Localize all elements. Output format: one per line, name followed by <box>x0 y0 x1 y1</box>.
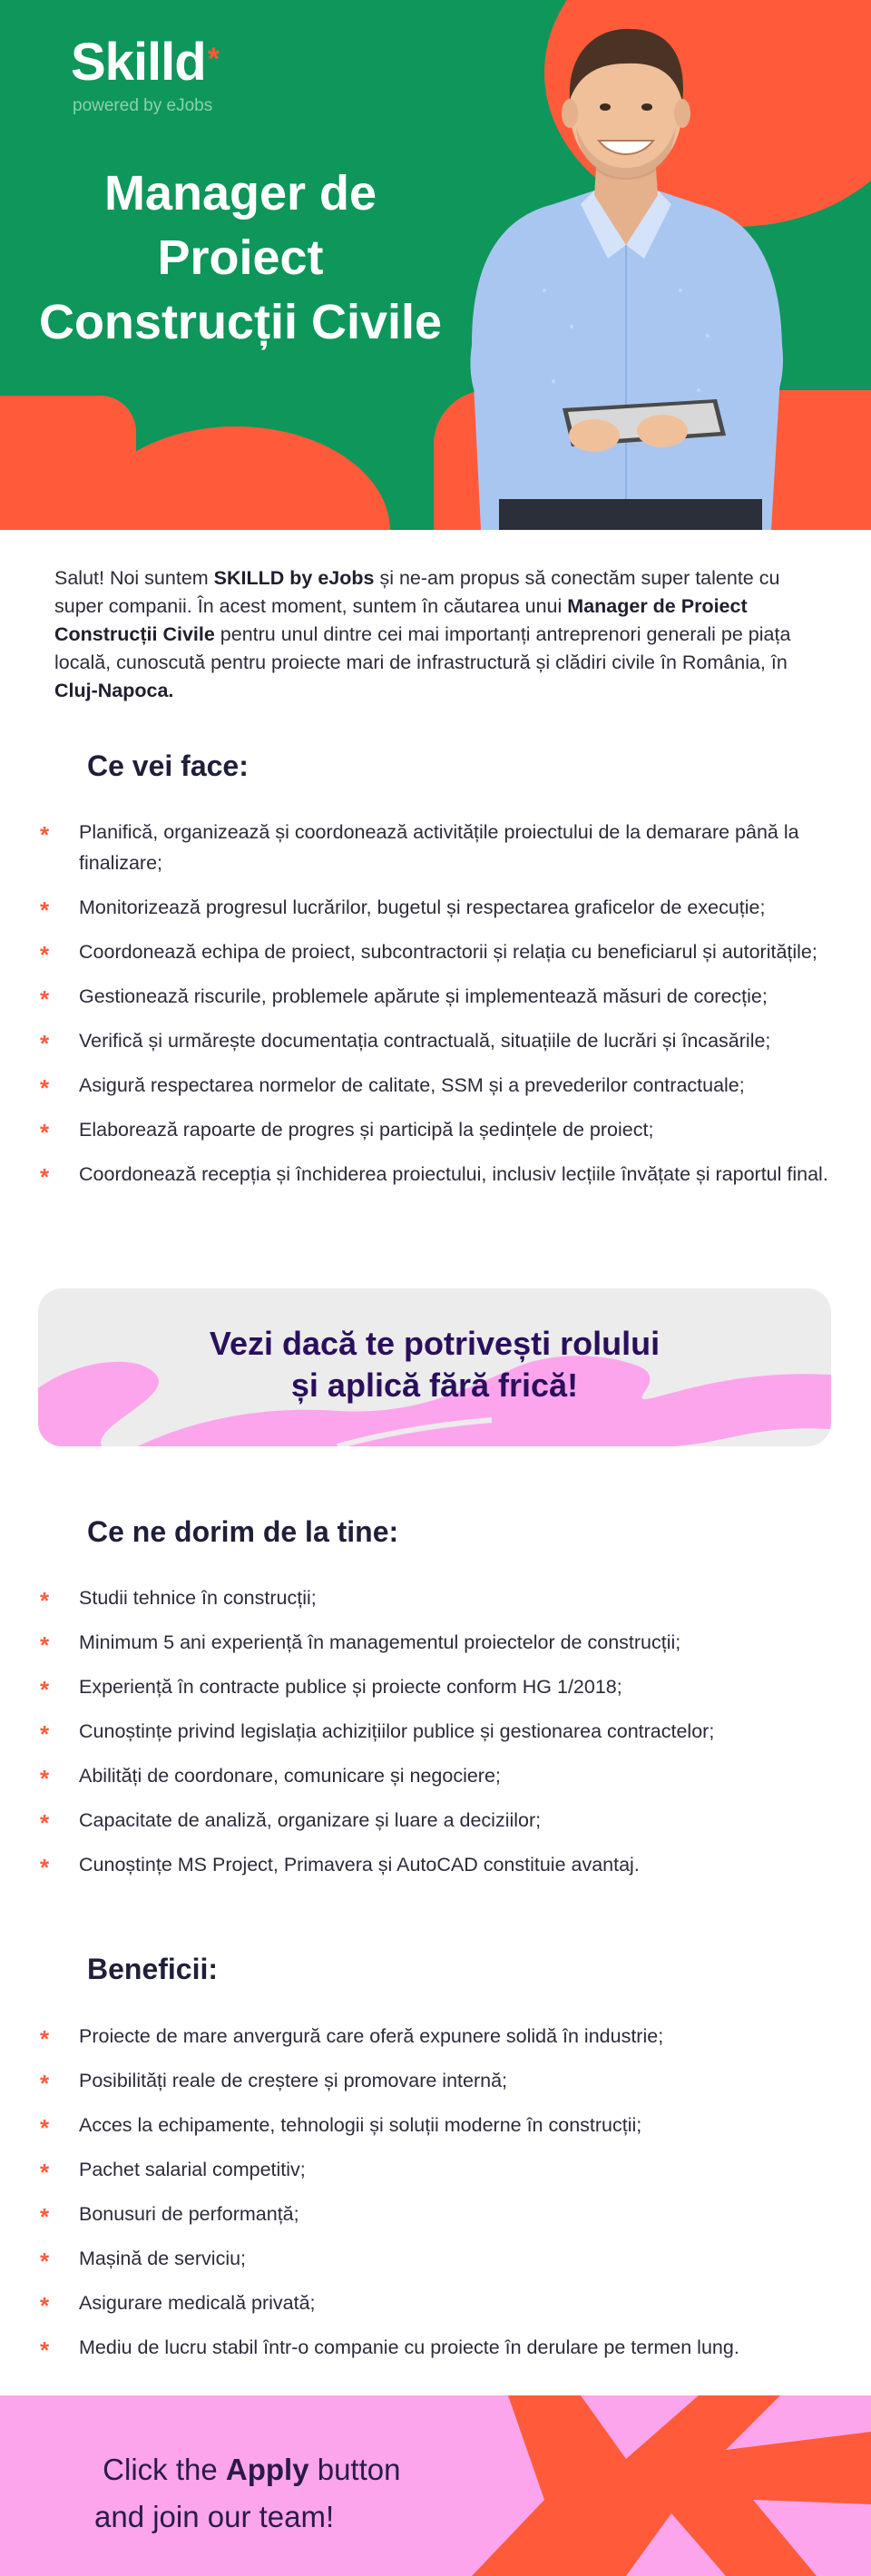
list-item-text: Cunoștințe MS Project, Primavera și AutoCAD constituie avantaj. <box>79 1854 640 1876</box>
list-item-text: Gestionează riscurile, problemele apărute și implementează măsuri de corecție; <box>79 985 768 1007</box>
list-item <box>40 1114 838 1145</box>
intro-paragraph <box>54 564 821 705</box>
tasks-list <box>40 817 838 1203</box>
role-name: Manager de Proiect Construcții Civile <box>54 595 748 645</box>
list-item <box>40 892 838 923</box>
company-name: SKILLD by eJobs <box>213 567 375 589</box>
list-item-text: Mașină de serviciu; <box>79 2248 247 2269</box>
list-item-text: Asigură respectarea normelor de calitate, SSM și a prevederilor contractuale; <box>79 1074 745 1096</box>
list-item <box>40 1805 838 1836</box>
logo-star: * <box>207 42 219 76</box>
list-item-text: Cunoștințe privind legislația achizițiilor publice și gestionarea contractelor; <box>79 1720 715 1742</box>
list-item-text: Pachet salarial competitiv; <box>79 2159 306 2180</box>
list-item-text: Coordonează echipa de proiect, subcontractorii și relația cu beneficiarul și autoritățile; <box>79 941 817 963</box>
asterisk-bullet-icon: * <box>40 1765 50 1792</box>
list-item-text: Mediu de lucru stabil într-o companie cu proiecte în derulare pe termen lung. <box>79 2336 739 2358</box>
list-item <box>40 2154 838 2185</box>
cta-banner <box>38 1288 831 1446</box>
asterisk-bullet-icon: * <box>40 821 50 848</box>
hero-banner <box>0 0 871 530</box>
footer-text <box>94 2446 400 2541</box>
intro-text: Salut! Noi suntem <box>54 567 214 589</box>
asterisk-bullet-icon: * <box>40 1676 50 1703</box>
list-item <box>40 1849 838 1880</box>
asterisk-bullet-icon: * <box>40 2159 50 2186</box>
list-item <box>40 817 838 878</box>
asterisk-bullet-icon: * <box>40 2025 50 2052</box>
list-item-text: Minimum 5 ani experiență în managementul proiectelor de construcții; <box>79 1631 681 1653</box>
list-item-text: Acces la echipamente, tehnologii și soluții moderne în construcții; <box>79 2114 642 2136</box>
list-item <box>40 1671 838 1702</box>
list-item <box>40 2021 838 2052</box>
list-item <box>40 1025 838 1056</box>
cta-line: Vezi dacă te potrivești rolului <box>209 1325 661 1362</box>
cta-text <box>38 1323 831 1406</box>
footer-text-part: button <box>308 2453 401 2486</box>
job-title <box>18 162 463 355</box>
asterisk-bullet-icon: * <box>40 1587 50 1614</box>
footer-line <box>94 2446 400 2493</box>
list-item <box>40 2332 838 2363</box>
intro-text: pentru unul dintre cei mai importanți antreprenori generali pe piața locală, cunoscută pentru proiecte mari de infrastructură și clădiri civile în România, în <box>54 623 791 673</box>
asterisk-bullet-icon: * <box>40 1030 50 1057</box>
job-title-line: Construcții Civile <box>38 295 443 349</box>
apply-word: Apply <box>225 2453 309 2486</box>
intro-text: și ne-am propus să conectăm super talente cu super companii. În acest moment, suntem în căutarea unui <box>54 567 780 617</box>
list-item <box>40 2243 838 2274</box>
logo-tagline: powered by eJobs <box>73 96 213 115</box>
logo-text: Skilld <box>71 33 206 92</box>
list-item <box>40 1582 838 1613</box>
list-item-text: Verifică și urmărește documentația contractuală, situațiile de lucrări și încasările; <box>79 1030 771 1052</box>
asterisk-bullet-icon: * <box>40 896 50 924</box>
asterisk-bullet-icon: * <box>40 2114 50 2141</box>
asterisk-bullet-icon: * <box>40 1720 50 1748</box>
list-item-text: Elaborează rapoarte de progres și participă la ședințele de proiect; <box>79 1119 654 1141</box>
list-item-text: Asigurare medicală privată; <box>79 2292 316 2314</box>
list-item-text: Studii tehnice în construcții; <box>79 1587 317 1609</box>
job-title-line: Manager de <box>103 166 377 220</box>
list-item-text: Coordonează recepția și închiderea proiectului, inclusiv lecțiile învățate și raportul final. <box>79 1163 828 1185</box>
section-title-requirements: Ce ne dorim de la tine: <box>87 1515 399 1548</box>
footer-line: and join our team! <box>94 2500 335 2533</box>
list-item <box>40 2065 838 2096</box>
list-item-text: Experiență în contracte publice și proiecte conform HG 1/2018; <box>79 1676 622 1698</box>
list-item <box>40 1159 838 1190</box>
asterisk-bullet-icon: * <box>40 1631 50 1659</box>
asterisk-bullet-icon: * <box>40 1809 50 1837</box>
person-photo <box>445 18 807 530</box>
asterisk-bullet-icon: * <box>40 1119 50 1146</box>
list-item-text: Capacitate de analiză, organizare și luare a deciziilor; <box>79 1809 542 1831</box>
asterisk-bullet-icon: * <box>40 2336 50 2364</box>
list-item-text: Posibilități reale de creștere și promovare internă; <box>79 2070 508 2091</box>
section-title-benefits: Beneficii: <box>87 1953 219 1985</box>
footer-text-part: Click the <box>103 2453 226 2486</box>
asterisk-bullet-icon: * <box>40 2248 50 2275</box>
footer-banner <box>0 2395 871 2576</box>
asterisk-bullet-icon: * <box>40 941 50 968</box>
benefits-list <box>40 2021 838 2376</box>
job-title-line: Proiect <box>157 230 324 285</box>
list-item-text: Proiecte de mare anvergură care oferă expunere solidă în industrie; <box>79 2025 664 2047</box>
asterisk-bullet-icon: * <box>40 1163 50 1190</box>
cta-line: și aplică fără frică! <box>290 1366 579 1404</box>
list-item <box>40 981 838 1012</box>
list-item <box>40 936 838 967</box>
list-item <box>40 1716 838 1747</box>
list-item <box>40 2287 838 2318</box>
list-item <box>40 1760 838 1791</box>
asterisk-bullet-icon: * <box>40 985 50 1013</box>
asterisk-bullet-icon: * <box>40 2070 50 2097</box>
list-item <box>40 1627 838 1658</box>
skilld-logo <box>71 33 219 92</box>
list-item-text: Planifică, organizează și coordonează activitățile proiectului de la demarare până la finalizare; <box>79 821 799 874</box>
asterisk-bullet-icon: * <box>40 2203 50 2230</box>
list-item <box>40 2199 838 2229</box>
location-name: Cluj-Napoca. <box>54 680 174 701</box>
list-item-text: Abilități de coordonare, comunicare și negociere; <box>79 1765 501 1787</box>
list-item-text: Bonusuri de performanță; <box>79 2203 299 2225</box>
asterisk-bullet-icon: * <box>40 2292 50 2319</box>
asterisk-bullet-icon: * <box>40 1854 50 1881</box>
section-title-tasks: Ce vei face: <box>87 749 249 782</box>
asterisk-bullet-icon: * <box>40 1074 50 1102</box>
list-item <box>40 2110 838 2140</box>
list-item-text: Monitorizează progresul lucrărilor, bugetul și respectarea graficelor de execuție; <box>79 896 766 918</box>
requirements-list <box>40 1582 838 1894</box>
list-item <box>40 1070 838 1101</box>
